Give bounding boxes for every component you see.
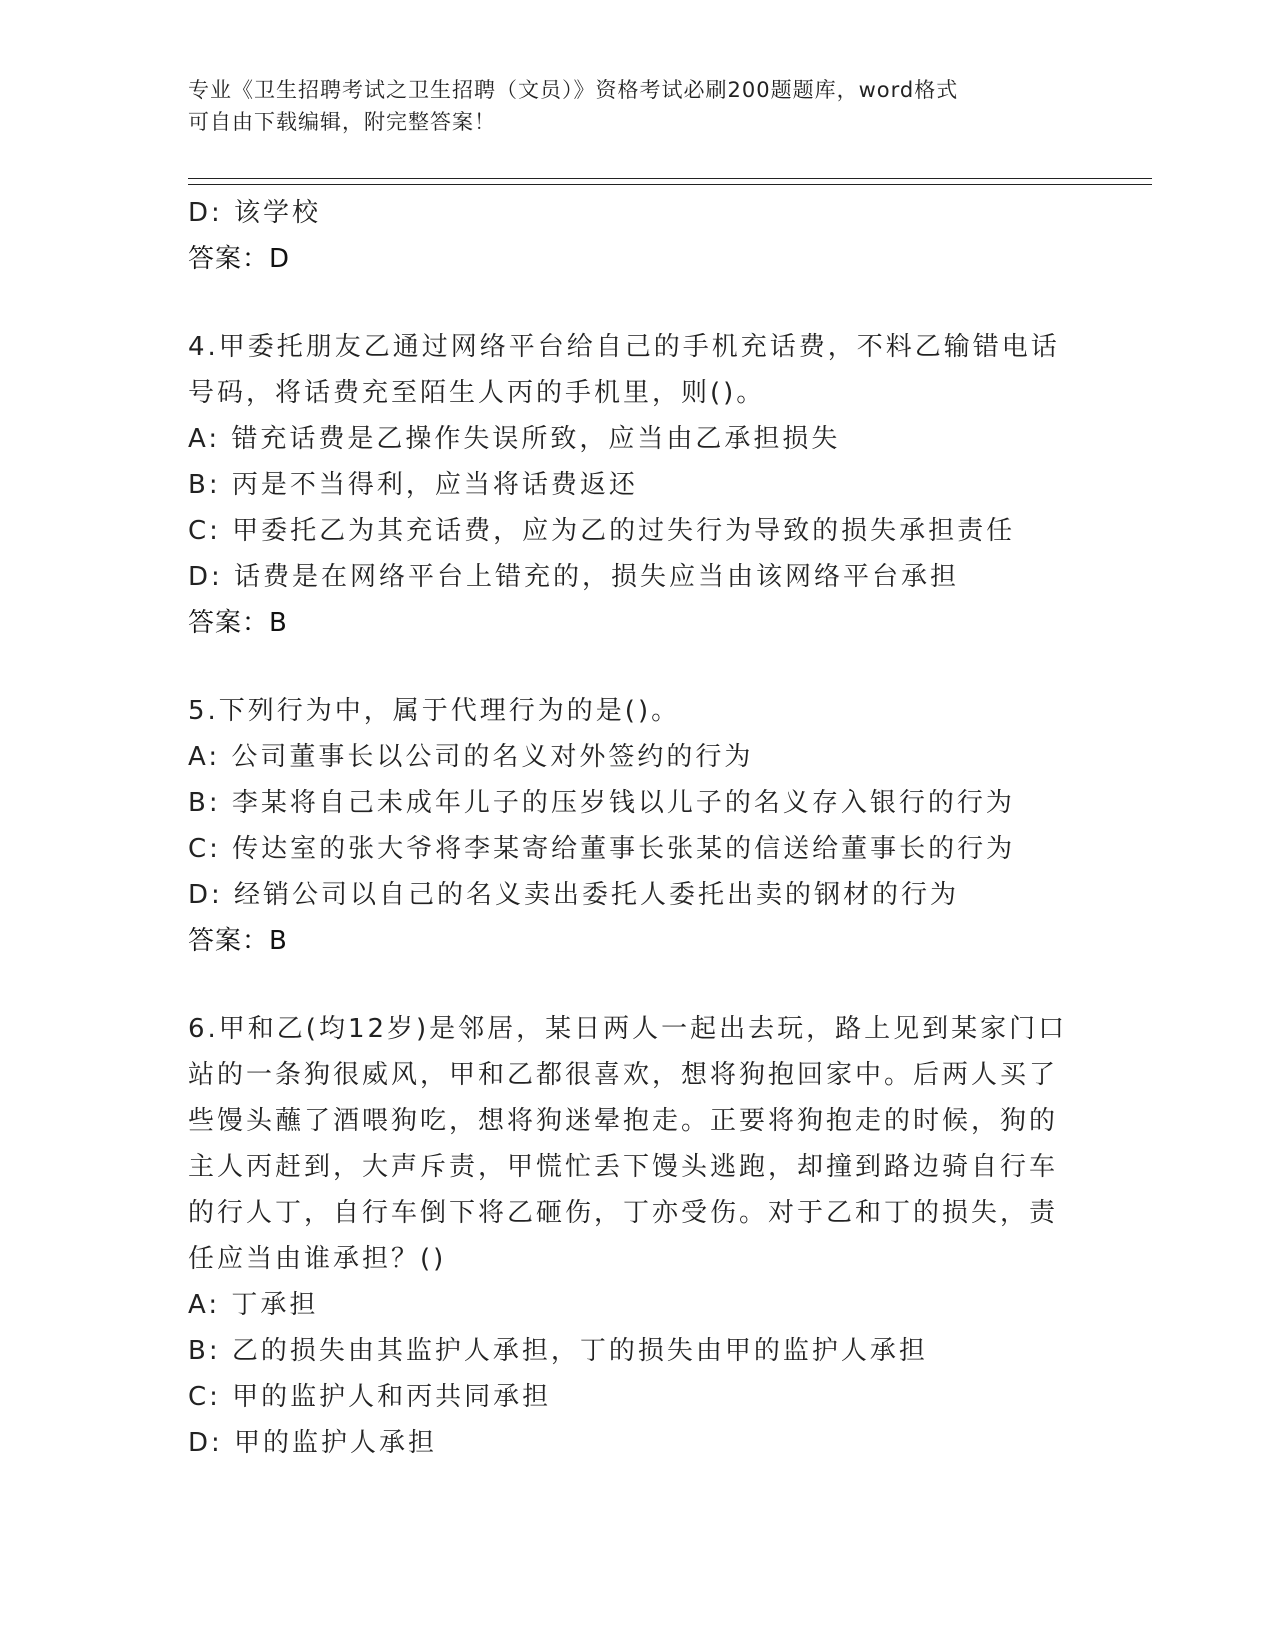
q4-stem-line: 4.甲委托朋友乙通过网络平台给自己的手机充话费，不料乙输错电话 bbox=[188, 332, 1060, 362]
q5-answer: 答案：B bbox=[188, 926, 288, 956]
q5-option-d: D: 经销公司以自己的名义卖出委托人委托出卖的钢材的行为 bbox=[188, 880, 960, 910]
q6-option-c: C: 甲的监护人和丙共同承担 bbox=[188, 1382, 552, 1412]
q4-option-c: C: 甲委托乙为其充话费，应为乙的过失行为导致的损失承担责任 bbox=[188, 516, 1016, 546]
q6-stem-line: 站的一条狗很威风，甲和乙都很喜欢，想将狗抱回家中。后两人买了 bbox=[188, 1060, 1059, 1090]
q6-stem-line: 的行人丁，自行车倒下将乙砸伤，丁亦受伤。对于乙和丁的损失，责 bbox=[188, 1198, 1059, 1228]
q3-option-d: D: 该学校 bbox=[188, 198, 322, 228]
page-header bbox=[188, 74, 1068, 138]
q6-option-b: B: 乙的损失由其监护人承担，丁的损失由甲的监护人承担 bbox=[188, 1336, 928, 1366]
q6-stem-line: 6.甲和乙(均12岁)是邻居，某日两人一起出去玩，路上见到某家门口 bbox=[188, 1014, 1068, 1044]
q5-option-a: A: 公司董事长以公司的名义对外签约的行为 bbox=[188, 742, 754, 772]
header-title-line-1: 专业《卫生招聘考试之卫生招聘（文员）》资格考试必刷200题题库，word格式 bbox=[188, 78, 959, 102]
q4-answer: 答案：B bbox=[188, 608, 288, 638]
q6-option-a: A: 丁承担 bbox=[188, 1290, 319, 1320]
q4-option-b: B: 丙是不当得利，应当将话费返还 bbox=[188, 470, 638, 500]
q4-option-d: D: 话费是在网络平台上错充的，损失应当由该网络平台承担 bbox=[188, 562, 960, 592]
q6-stem-line: 主人丙赶到，大声斥责，甲慌忙丢下馒头逃跑，却撞到路边骑自行车 bbox=[188, 1152, 1059, 1182]
q5-stem bbox=[188, 688, 1088, 734]
header-divider bbox=[188, 178, 1152, 185]
q4-option-a: A: 错充话费是乙操作失误所致，应当由乙承担损失 bbox=[188, 424, 841, 454]
q5-option-b: B: 李某将自己未成年儿子的压岁钱以儿子的名义存入银行的行为 bbox=[188, 788, 1015, 818]
q4-stem-line: 号码，将话费充至陌生人丙的手机里，则()。 bbox=[188, 378, 766, 408]
q6-stem-line: 任应当由谁承担？() bbox=[188, 1244, 447, 1274]
q6-stem bbox=[188, 1006, 1088, 1282]
question-content bbox=[188, 190, 1088, 1466]
header-title-line-2: 可自由下载编辑，附完整答案！ bbox=[188, 110, 496, 134]
q5-stem-line: 5.下列行为中，属于代理行为的是()。 bbox=[188, 696, 681, 726]
q3-answer: 答案：D bbox=[188, 244, 291, 274]
q6-stem-line: 些馒头蘸了酒喂狗吃，想将狗迷晕抱走。正要将狗抱走的时候，狗的 bbox=[188, 1106, 1059, 1136]
q6-option-d: D: 甲的监护人承担 bbox=[188, 1428, 438, 1458]
q5-option-c: C: 传达室的张大爷将李某寄给董事长张某的信送给董事长的行为 bbox=[188, 834, 1016, 864]
q4-stem bbox=[188, 324, 1088, 416]
